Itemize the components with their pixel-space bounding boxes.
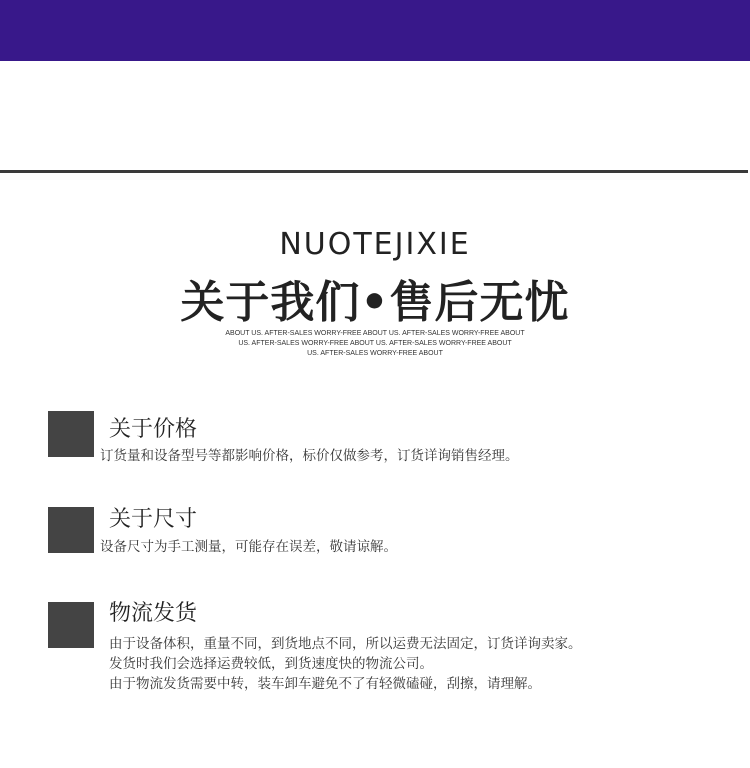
brand-name: NUOTEJIXIE [279,227,471,262]
top-banner [0,0,750,61]
section-line: 由于设备体积，重量不同，到货地点不同，所以运费无法固定，订货详询卖家。 [109,636,582,652]
tagline-line: US. AFTER-SALES WORRY-FREE ABOUT [307,350,443,357]
section-line: 发货时我们会选择运费较低，到货速度快的物流公司。 [109,656,433,672]
section-body [100,537,397,557]
section-title: 关于尺寸 [109,507,198,532]
section-title: 物流发货 [109,601,198,626]
section-line: 由于物流发货需要中转，装车卸车避免不了有轻微磕碰，刮擦，请理解。 [109,676,541,692]
section-line: 设备尺寸为手工测量，可能存在误差，敬请谅解。 [100,539,397,555]
tagline-line: ABOUT US. AFTER-SALES WORRY-FREE ABOUT US. AFTER-SALES WORRY-FREE ABOUT [225,330,525,337]
square-icon [48,602,94,648]
section-title: 关于价格 [109,417,198,442]
divider-line [0,170,748,173]
section-body [100,446,519,466]
square-icon [48,507,94,553]
tagline-line: US. AFTER-SALES WORRY-FREE ABOUT US. AFTER-SALES WORRY-FREE ABOUT [238,340,512,347]
square-icon [48,411,94,457]
tagline [0,329,750,359]
section-line: 订货量和设备型号等都影响价格，标价仅做参考，订货详询销售经理。 [100,448,519,464]
section-body [109,634,582,694]
page-heading: 关于我们•售后无忧 [180,277,570,328]
